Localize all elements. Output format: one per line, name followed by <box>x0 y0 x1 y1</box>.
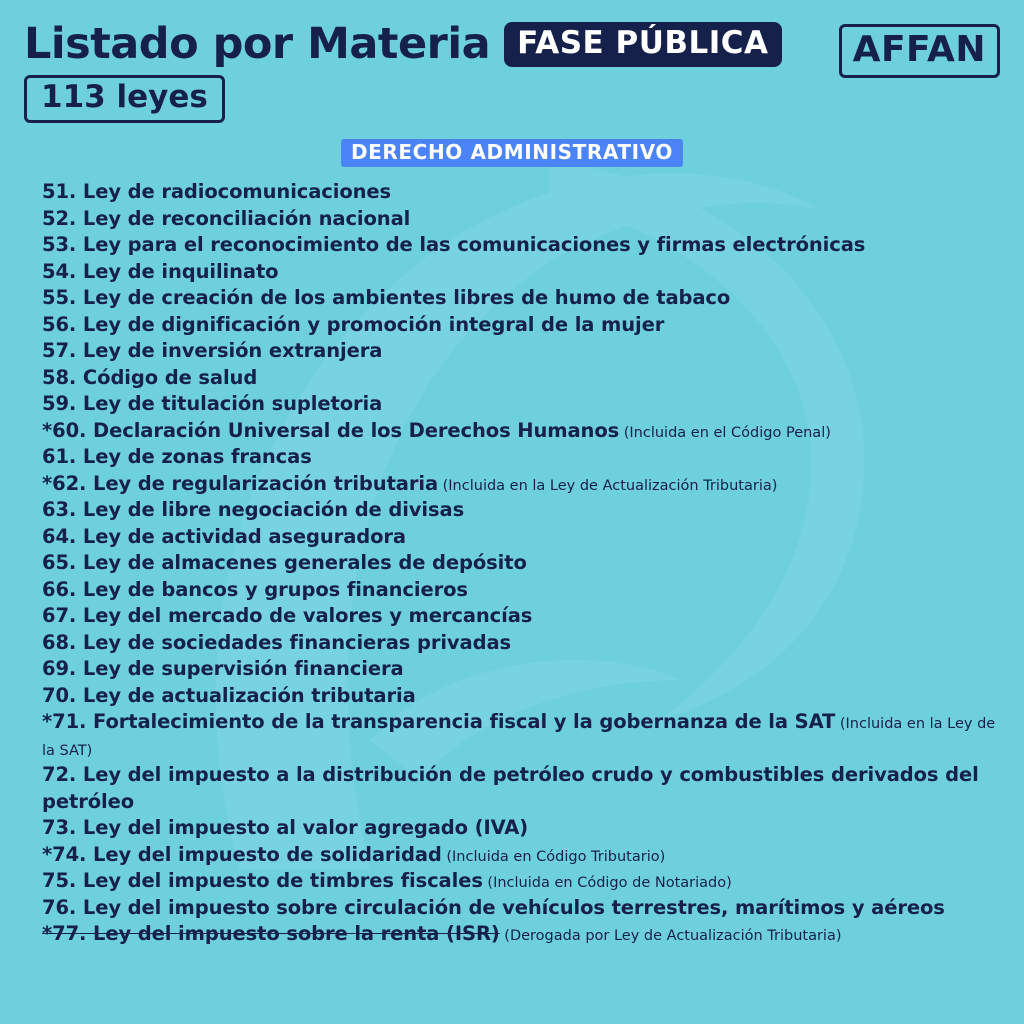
list-item-label: 66. Ley de bancos y grupos financieros <box>42 577 468 601</box>
list-item-label: 73. Ley del impuesto al valor agregado (IVA) <box>42 816 529 840</box>
list-item-label: 68. Ley de sociedades financieras privadas <box>42 630 512 654</box>
list-item <box>42 391 1000 418</box>
list-item <box>42 630 1000 657</box>
list-item-label: *77. Ley del impuesto sobre la renta (ISR) <box>42 922 500 946</box>
list-item-label: 75. Ley del impuesto de timbres fiscales <box>42 869 483 893</box>
title-block <box>24 19 782 123</box>
list-item <box>42 312 1000 339</box>
list-item <box>42 418 1000 445</box>
list-item-label: 72. Ley del impuesto a la distribución de petróleo crudo y combustibles derivados del petróleo <box>42 763 979 813</box>
list-item <box>42 444 1000 471</box>
list-item <box>42 577 1000 604</box>
list-item <box>42 259 1000 286</box>
list-item <box>42 524 1000 551</box>
list-item <box>42 656 1000 683</box>
list-item-label: 56. Ley de dignificación y promoción integral de la mujer <box>42 312 665 336</box>
list-item-label: 53. Ley para el reconocimiento de las comunicaciones y firmas electrónicas <box>42 233 866 257</box>
list-item-label: 59. Ley de titulación supletoria <box>42 392 383 416</box>
law-count-badge: 113 leyes <box>24 75 225 123</box>
list-item <box>42 365 1000 392</box>
list-item-label: 57. Ley de inversión extranjera <box>42 339 383 363</box>
list-item-label: 58. Código de salud <box>42 365 258 389</box>
brand-logo-affan: AFFAN <box>839 24 1000 78</box>
law-list <box>24 179 1000 948</box>
list-item <box>42 550 1000 577</box>
section-heading: DERECHO ADMINISTRATIVO <box>341 139 683 167</box>
list-item <box>42 179 1000 206</box>
list-item-label: 70. Ley de actualización tributaria <box>42 683 416 707</box>
list-item <box>42 762 1000 815</box>
list-item-label: *62. Ley de regularización tributaria <box>42 471 439 495</box>
list-item-label: *60. Declaración Universal de los Derechos Humanos <box>42 418 620 442</box>
list-item-label: 69. Ley de supervisión financiera <box>42 657 404 681</box>
list-item <box>42 338 1000 365</box>
list-item-label: *74. Ley del impuesto de solidaridad <box>42 842 442 866</box>
list-item <box>42 815 1000 842</box>
list-item-label: 67. Ley del mercado de valores y mercancías <box>42 604 533 628</box>
list-item <box>42 471 1000 498</box>
list-item <box>42 868 1000 895</box>
list-item-label: 51. Ley de radiocomunicaciones <box>42 180 392 203</box>
list-item-note: (Incluida en Código de Notariado) <box>482 875 732 892</box>
title-row <box>24 19 782 69</box>
poster-header <box>24 19 1000 123</box>
list-item-label: 76. Ley del impuesto sobre circulación de vehículos terrestres, marítimos y aéreos <box>42 895 945 919</box>
list-item <box>42 683 1000 710</box>
list-item-label: 65. Ley de almacenes generales de depósito <box>42 551 527 575</box>
list-item <box>42 895 1000 922</box>
page-title: Listado por Materia <box>24 19 491 69</box>
section-heading-wrap <box>24 139 1000 167</box>
list-item <box>42 232 1000 259</box>
list-item-label: 64. Ley de actividad aseguradora <box>42 524 406 548</box>
list-item-label: 55. Ley de creación de los ambientes libres de humo de tabaco <box>42 286 731 310</box>
list-item <box>42 921 1000 948</box>
list-item-label: 63. Ley de libre negociación de divisas <box>42 498 465 522</box>
list-item-label: *71. Fortalecimiento de la transparencia fiscal y la gobernanza de la SAT <box>42 710 836 734</box>
list-item-label: 52. Ley de reconciliación nacional <box>42 206 411 230</box>
list-item-note: (Incluida en la Ley de la SAT) <box>42 716 996 759</box>
list-item <box>42 206 1000 233</box>
list-item <box>42 709 1000 762</box>
list-item-note: (Derogada por Ley de Actualización Tributaria) <box>499 928 842 945</box>
list-item <box>42 497 1000 524</box>
list-item-note: (Incluida en Código Tributario) <box>441 848 666 865</box>
list-item-label: 61. Ley de zonas francas <box>42 445 312 469</box>
list-item <box>42 285 1000 312</box>
list-item-note: (Incluida en la Ley de Actualización Tributaria) <box>438 477 778 494</box>
list-item-label: 54. Ley de inquilinato <box>42 259 279 283</box>
list-item-note: (Incluida en el Código Penal) <box>619 424 831 441</box>
list-item <box>42 603 1000 630</box>
phase-badge: FASE PÚBLICA <box>504 22 781 67</box>
list-item <box>42 842 1000 869</box>
